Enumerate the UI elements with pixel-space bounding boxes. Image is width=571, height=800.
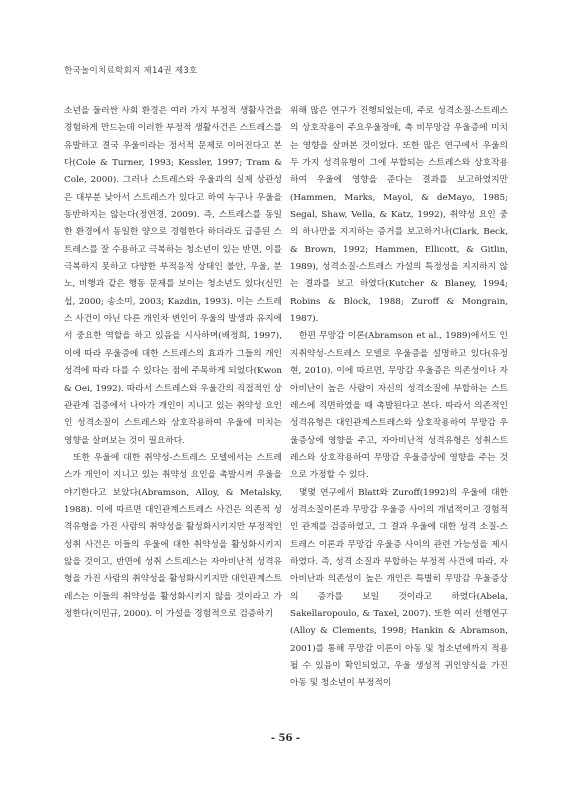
left-column <box>64 103 282 623</box>
running-header: 한국놀이치료학회지 제14권 제3호 <box>64 66 198 76</box>
page-number: - 56 - <box>270 733 301 744</box>
right-column <box>290 103 508 693</box>
body-paragraph: 한편 무망감 이론(Abramson et al., 1989)에서도 인지취약성-스트레스 모델로 우울증을 설명하고 있다(유정현, 2010). 이에 따르면, 무망감 우울증은 의존성이나 자아비난이 높은 사람이 자신의 성격소질에 부합하는 스트레스에 직면하였을 때 촉발된다고 본다. 따라서 의존적인 성격유형은 대인관계스트레스와 상호작용하여 무망감 우울증상에 영향을 주고, 자아비난적 성격유형은 성취스트레스와 상호작용하여 무망감 우울증상에 영향을 주는 것으로 가정할 수 있다. <box>290 331 508 481</box>
body-paragraph: 위해 많은 연구가 진행되었는데, 주로 성격소질-스트레스의 상호작용이 주요우울장애, 축 비무망감 우울증에 미치는 영향을 살펴본 것이었다. 또한 많은 연구에서 우울의 두 가지 성격유형이 그에 부합되는 스트레스와 상호작용하여 우울에 영향을 준다는 결과를 보고하였지만(Hammen, Marks, Mayol, & deMayo, 1985; Segal, Shaw, Vella, & Katz, 1992), 취약성 요인 중의 하나만을 지지하는 증거를 보고하거나(Clark, Beck, & Brown, 1992; Hammen, Ellicott, & Gitlin, 1989), 성격소질-스트레스 가설의 특정성을 지지하지 않는 결과를 보고 하였다(Kutcher & Blaney, 1994; Robins & Block, 1988; Zuroff & Mongrain, 1987). <box>290 106 508 325</box>
body-paragraph: 또한 우울에 대한 취약성-스트레스 모델에서는 스트레스가 개인이 지니고 있는 취약성 요인을 촉발시켜 우울을 야기한다고 보았다(Abramson, Alloy, & Metalsky, 1988). 이에 따르면 대인관계스트레스 사건은 의존적 성격유형을 가진 사람의 취약성을 활성화시키지만 부정적인 성취 사건은 이들의 우울에 대한 취약성을 활성화시키지 않을 것이고, 반면에 성취 스트레스는 자아비난적 성격유형을 가진 사람의 취약성을 활성화시키지만 대인관계스트레스는 이들의 취약성을 활성화시키지 않을 것이라고 가정한다(이민규, 2000). 이 가설을 경험적으로 검증하기 <box>64 452 282 619</box>
body-paragraph: 소년을 둘러싼 사회 환경은 여러 가지 부정적 생활사건을 경험하게 만드는데 이러한 부정적 생활사건은 스트레스를 유발하고 결국 우울이라는 정서적 문제로 이어진다고 본다(Cole & Turner, 1993; Kessler, 1997; Tram & Cole, 2000). 그러나 스트레스와 우울과의 실제 상관성은 대부분 낮아서 스트레스가 있다고 하여 누구나 우울을 동반하지는 않는다(정연경, 2009). 즉, 스트레스를 동일한 환경에서 동일한 양으로 경험한다 하더라도 급증된 스트레스를 잘 수용하고 극복하는 청소년이 있는 반면, 이를 극복하지 못하고 다양한 부적응적 상태인 불안, 우울, 분노, 비행과 같은 행동 문제를 보이는 청소년도 있다(신민섭, 2000; 송소미, 2003; Kazdin, 1993). 이는 스트레스 사건이 아닌 다른 개인차 변인이 우울의 발생과 유지에서 중요한 역할을 하고 있음을 시사하며(배정희, 1997), 이에 따라 우울증에 대한 스트레스의 효과가 그들의 개인 성격에 따라 다를 수 있다는 점에 주목하게 되었다(Kwon & Oei, 1992). 따라서 스트레스와 우울간의 직접적인 상관관계 검증에서 나아가 개인이 지니고 있는 취약성 요인인 성격소질이 스트레스와 상호작용하여 우울에 미치는 영향을 살펴보는 것이 필요하다. <box>64 106 282 446</box>
body-paragraph: 몇몇 연구에서 Blatt와 Zuroff(1992)의 우울에 대한 성격소질이론과 무망감 우울증 사이의 개념적이고 경험적인 관계를 검증하였고, 그 결과 우울에 대한 성격 소질-스트레스 이론과 무망감 우울증 사이의 관련 가능성을 제시하였다. 즉, 성격 소질과 부합하는 부정적 사건에 따라, 자아비난과 의존성이 높은 개인은 특별히 무망감 우울증상의 증가를 보일 것이라고 하였다(Abela, Sakellaropoulo, & Taxel, 2007). 또한 여러 선행연구(Alloy & Clements, 1998; Hankin & Abramson, 2001)를 통해 무망감 이론이 아동 및 청소년에까지 적용될 수 있음이 확인되었고, 우울 생성적 귀인양식을 가진 아동 및 청소년이 부정적이 <box>290 487 508 689</box>
